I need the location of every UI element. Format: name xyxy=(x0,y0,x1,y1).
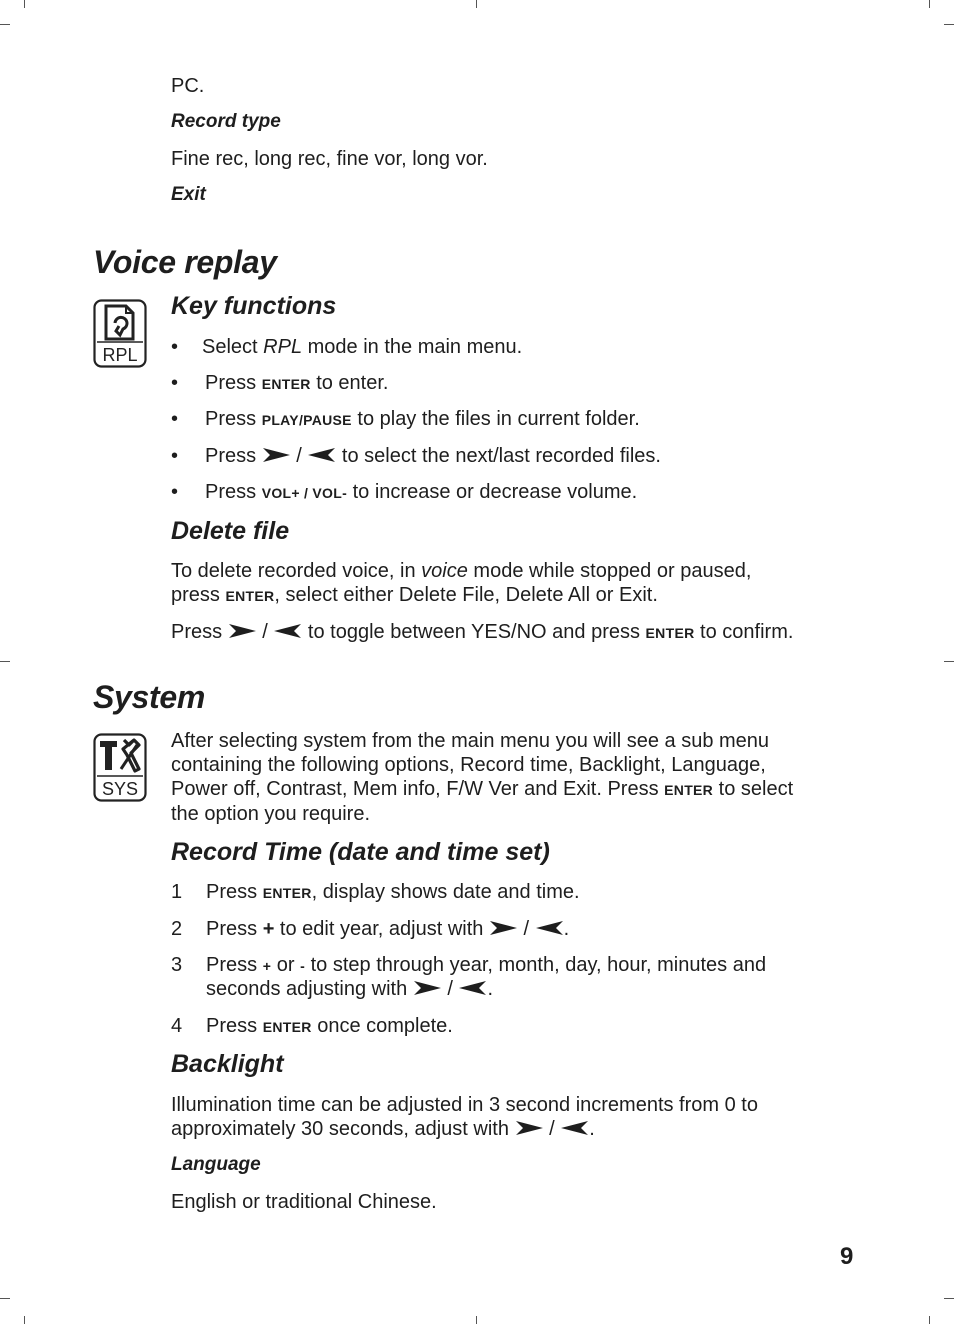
crop-mark xyxy=(0,661,10,662)
list-item: 4 Press ENTER once complete. xyxy=(171,1015,453,1037)
list-item: 1 Press ENTER, display shows date and time. xyxy=(171,881,580,903)
pc-line: PC. xyxy=(171,75,205,97)
enter-key-label: ENTER xyxy=(645,625,695,641)
arrow-right-icon xyxy=(262,447,291,463)
bullet: • xyxy=(171,408,179,430)
bullet: • xyxy=(171,445,179,467)
system-intro-line1: After selecting system from the main menu you will see a sub menu xyxy=(171,730,770,752)
list-item: • Press VOL+ / VOL- to increase or decrease volume. xyxy=(171,481,638,503)
list-item: 2 Press + to edit year, adjust with / . xyxy=(171,918,570,940)
list-item: • Press ENTER to enter. xyxy=(171,372,389,394)
minus-key-label: - xyxy=(300,958,306,974)
record-time-heading: Record Time (date and time set) xyxy=(171,838,550,866)
bullet: • xyxy=(171,481,179,503)
crop-mark xyxy=(24,0,25,8)
backlight-heading: Backlight xyxy=(171,1050,284,1078)
crop-mark xyxy=(944,1298,954,1299)
crop-mark xyxy=(929,0,930,8)
step-number: 2 xyxy=(171,918,183,940)
crop-mark xyxy=(0,24,10,25)
arrow-left-icon xyxy=(535,920,564,936)
enter-key-label: ENTER xyxy=(225,588,275,604)
delete-file-text-line2: press ENTER, select either Delete File, Delete All or Exit. xyxy=(171,584,658,606)
enter-key-label: ENTER xyxy=(262,1019,312,1035)
step-number: 3 xyxy=(171,954,183,976)
plus-key-label: + xyxy=(262,918,275,940)
arrow-right-icon xyxy=(489,920,518,936)
list-item: • Select RPL mode in the main menu. xyxy=(171,336,523,358)
bullet: • xyxy=(171,336,179,358)
crop-mark xyxy=(476,1316,477,1324)
plus-key-label: + xyxy=(262,958,272,974)
step-number: 4 xyxy=(171,1015,183,1037)
play-pause-key-label: PLAY/PAUSE xyxy=(261,412,352,428)
key-functions-heading: Key functions xyxy=(171,292,337,320)
crop-mark xyxy=(24,1316,25,1324)
step-number: 1 xyxy=(171,881,183,903)
enter-key-label: ENTER xyxy=(261,376,311,392)
bullet: • xyxy=(171,372,179,394)
arrow-right-icon xyxy=(515,1120,544,1136)
crop-mark xyxy=(0,1298,10,1299)
voice-replay-title: Voice replay xyxy=(93,244,277,280)
list-item: • Press PLAY/PAUSE to play the files in current folder. xyxy=(171,408,640,430)
system-title: System xyxy=(93,679,206,715)
system-intro-line3: Power off, Contrast, Mem info, F/W Ver and Exit. Press ENTER to select xyxy=(171,778,794,800)
system-intro-line4: the option you require. xyxy=(171,803,371,825)
volume-key-label: VOL+ / VOL- xyxy=(261,485,348,501)
backlight-text-line2: approximately 30 seconds, adjust with / . xyxy=(171,1118,595,1140)
tools-icon xyxy=(93,733,147,802)
exit-heading: Exit xyxy=(171,184,206,205)
arrow-left-icon xyxy=(307,447,336,463)
replay-icon xyxy=(93,299,147,368)
list-item-continuation: seconds adjusting with / . xyxy=(206,978,494,1000)
enter-key-label: ENTER xyxy=(664,782,714,798)
crop-mark xyxy=(929,1316,930,1324)
backlight-text-line1: Illumination time can be adjusted in 3 second increments from 0 to xyxy=(171,1094,758,1116)
record-type-heading: Record type xyxy=(171,111,281,132)
delete-file-toggle-text: Press / to toggle between YES/NO and press ENTER to confirm. xyxy=(171,621,794,643)
language-text: English or traditional Chinese. xyxy=(171,1191,437,1213)
system-intro-line2: containing the following options, Record time, Backlight, Language, xyxy=(171,754,766,776)
arrow-left-icon xyxy=(273,623,302,639)
delete-file-text-line1: To delete recorded voice, in voice mode while stopped or paused, xyxy=(171,560,752,582)
crop-mark xyxy=(476,0,477,8)
arrow-right-icon xyxy=(413,980,442,996)
arrow-right-icon xyxy=(228,623,257,639)
list-item: • Press / to select the next/last recorded files. xyxy=(171,445,661,467)
enter-key-label: ENTER xyxy=(262,885,312,901)
list-item: 3 Press + or - to step through year, month, day, hour, minutes and xyxy=(171,954,767,976)
replay-icon-label: RPL xyxy=(102,345,138,365)
page-number: 9 xyxy=(840,1243,854,1270)
arrow-left-icon xyxy=(458,980,487,996)
record-type-text: Fine rec, long rec, fine vor, long vor. xyxy=(171,148,488,170)
delete-file-heading: Delete file xyxy=(171,517,290,545)
crop-mark xyxy=(944,661,954,662)
language-heading: Language xyxy=(171,1154,261,1175)
crop-mark xyxy=(944,24,954,25)
tools-icon-label: SYS xyxy=(101,779,139,799)
arrow-left-icon xyxy=(560,1120,589,1136)
